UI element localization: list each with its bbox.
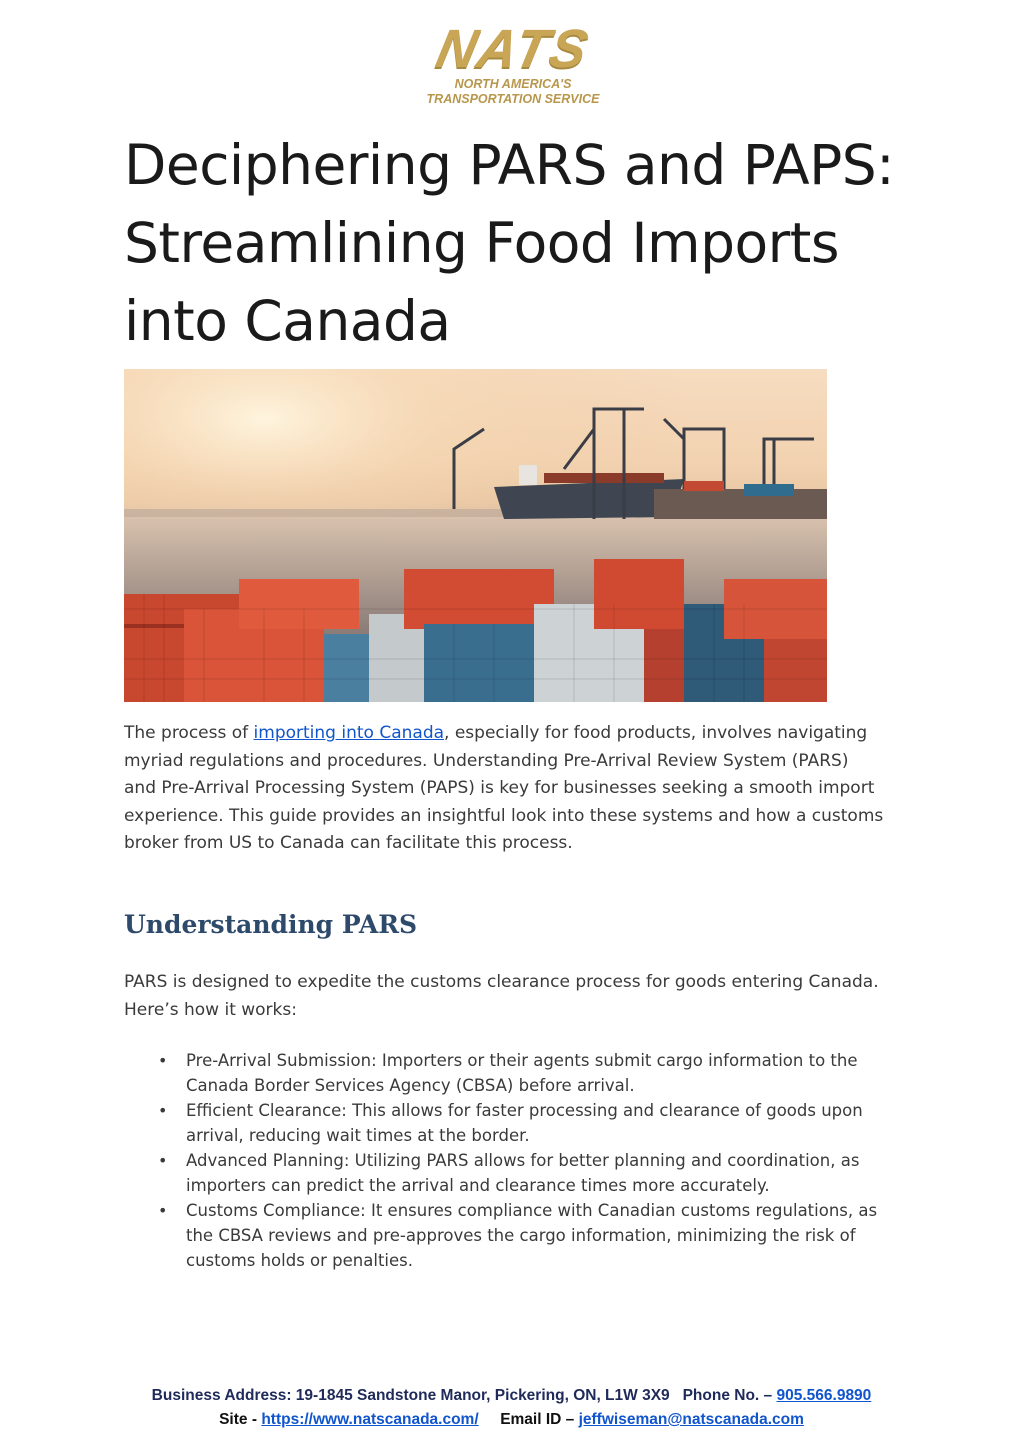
nats-logo: [408, 19, 618, 110]
email-link[interactable]: jeffwiseman@natscanada.com: [578, 1411, 804, 1428]
website-link[interactable]: https://www.natscanada.com/: [261, 1411, 479, 1428]
logo-line-1: NORTH AMERICA'S: [454, 77, 572, 91]
list-item-text: Pre-Arrival Submission: Importers or their agents submit cargo information to the Canada Border Services Agency (CBSA) before arrival.: [186, 1051, 858, 1095]
intro-paragraph: [124, 720, 884, 858]
page-title: Deciphering PARS and PAPS: Streamlining Food Imports into Canada: [124, 133, 895, 353]
list-item-text: Advanced Planning: Utilizing PARS allows for better planning and coordination, as importers can predict the arrival and clearance times more accurately.: [186, 1151, 860, 1195]
list-item: [124, 1198, 884, 1273]
logo-mark: NATS: [431, 19, 595, 79]
bullet-icon: •: [158, 1151, 168, 1170]
importing-into-canada-link[interactable]: importing into Canada: [253, 723, 445, 743]
phone-label: Phone No. –: [682, 1387, 773, 1404]
list-item: [124, 1048, 884, 1098]
intro-text-before: The process of: [124, 723, 254, 743]
port-containers-image: [124, 369, 827, 702]
list-item: [124, 1098, 884, 1148]
business-address: Business Address: 19-1845 Sandstone Manor, Pickering, ON, L1W 3X9: [151, 1387, 670, 1404]
pars-bullet-list: [124, 1048, 884, 1273]
intro-text-after: , especially for food products, involves navigating myriad regulations and procedures. Understanding Pre-Arrival Review System (PARS) and Pre-Arrival Processing System (PAPS) is key for businesses seeking a smooth import experience. This guide provides an insightful look into these systems and how a customs broker from US to Canada can facilitate this process.: [124, 723, 884, 853]
list-item-text: Customs Compliance: It ensures compliance with Canadian customs regulations, as the CBSA reviews and pre-approves the cargo information, minimizing the risk of customs holds or penalties.: [186, 1201, 878, 1270]
email-label: Email ID –: [500, 1411, 575, 1428]
pars-intro-paragraph: PARS is designed to expedite the customs clearance process for goods entering Canada. Here’s how it works:: [124, 972, 879, 1020]
page-footer: [0, 1384, 1023, 1432]
section-heading: Understanding PARS: [124, 910, 418, 939]
site-label: Site -: [219, 1411, 257, 1428]
list-item-text: Efficient Clearance: This allows for faster processing and clearance of goods upon arrival, reducing wait times at the border.: [186, 1101, 863, 1145]
bullet-icon: •: [158, 1051, 168, 1070]
footer-line-1: [0, 1384, 1023, 1408]
footer-line-2: [0, 1408, 1023, 1432]
list-item: [124, 1148, 884, 1198]
logo-line-2: TRANSPORTATION SERVICE: [426, 92, 600, 106]
phone-link[interactable]: 905.566.9890: [776, 1387, 872, 1404]
bullet-icon: •: [158, 1201, 168, 1220]
bullet-icon: •: [158, 1101, 168, 1120]
